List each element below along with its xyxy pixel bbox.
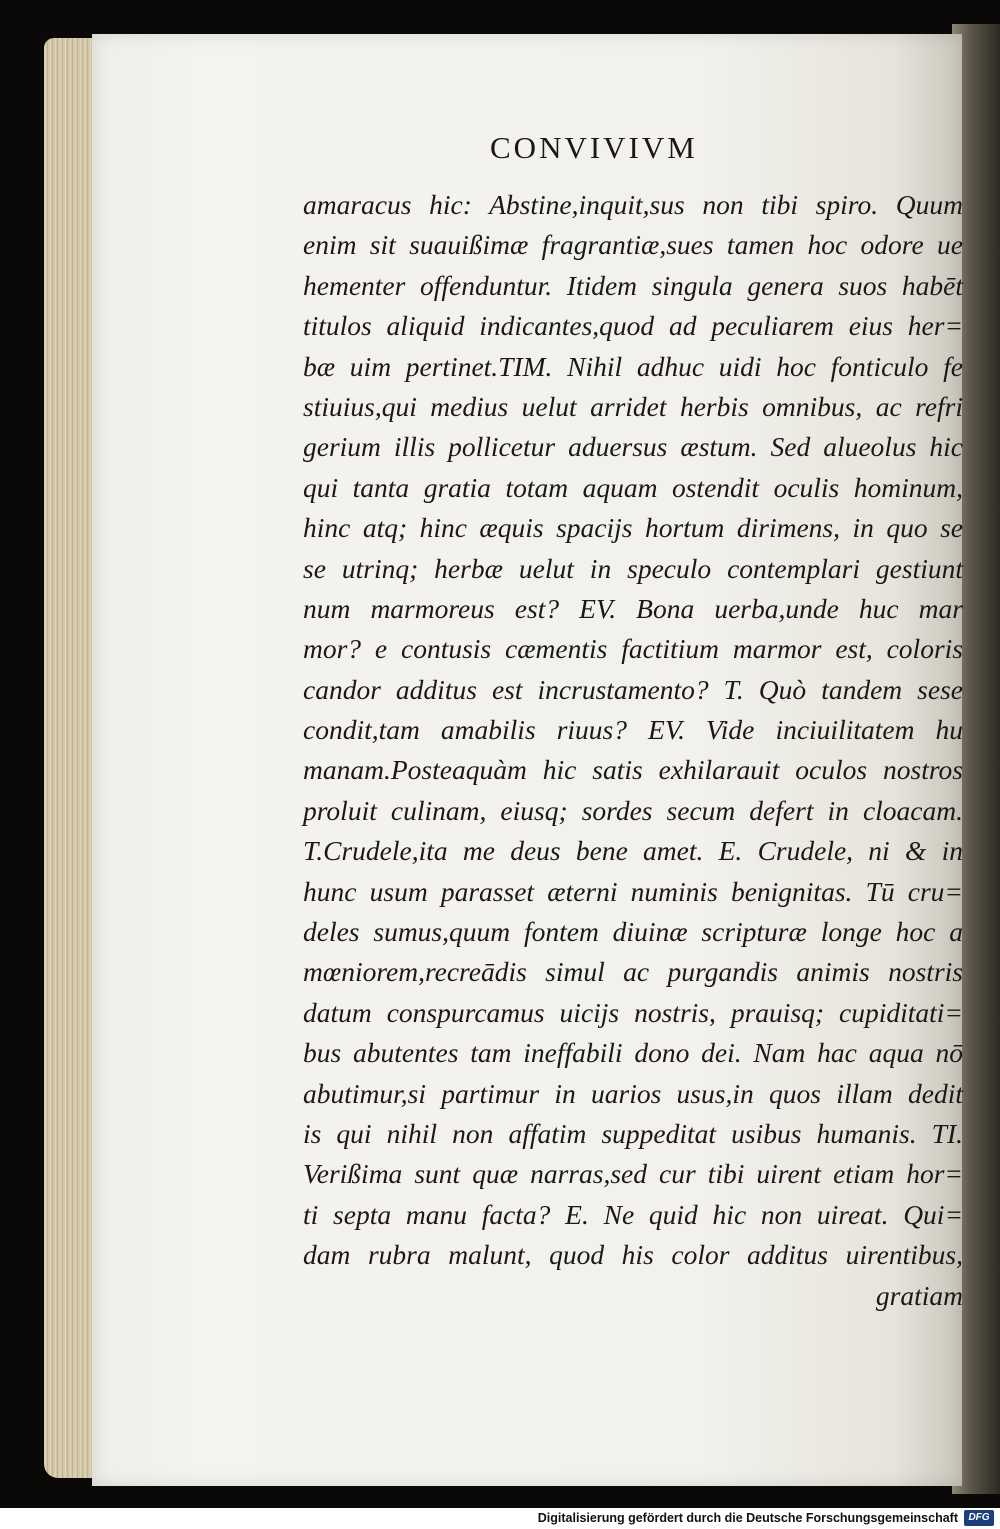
text-line: datum conspurcamus uicijs nostris, prauisq; cupiditati=	[303, 996, 963, 1028]
text-line: proluit culinam, eiusq; sordes secum defert in cloacam.	[303, 794, 963, 826]
text-line: condit,tam amabilis riuus? EV. Vide inciuilitatem hu	[303, 714, 963, 746]
text-line: gerium illis pollicetur aduersus æstum. Sed alueolus hic	[303, 431, 963, 463]
page-text-block	[303, 185, 963, 1316]
text-line: bus abutentes tam ineffabili dono dei. Nam hac aqua nō	[303, 1037, 963, 1069]
text-line: Verißima sunt quæ narras,sed cur tibi uirent etiam hor=	[303, 1158, 963, 1190]
running-head: CONVIVIVM	[490, 130, 698, 165]
text-line: candor additus est incrustamento? T. Quò tandem sese	[303, 673, 963, 705]
text-line: dam rubra malunt, quod his color additus uirentibus,	[303, 1239, 963, 1271]
book-page-edges	[44, 38, 96, 1478]
show-through-heading	[805, 132, 965, 172]
text-line: abutimur,si partimur in uarios usus,in quos illam dedit	[303, 1077, 963, 1109]
text-line: enim sit suauißimæ fragrantiæ,sues tamen hoc odore ue	[303, 229, 963, 261]
text-line: se utrinq; herbæ uelut in speculo contemplari gestiunt	[303, 552, 963, 584]
text-line: T.Crudele,ita me deus bene amet. E. Crudele, ni & in	[303, 835, 963, 867]
text-line: hunc usum parasset æterni numinis benignitas. Tū cru=	[303, 875, 963, 907]
text-line: qui tanta gratia totam aquam ostendit oculis hominum,	[303, 471, 963, 503]
text-line: stiuius,qui medius uelut arridet herbis omnibus, ac refri	[303, 390, 963, 422]
text-line: mor? e contusis cæmentis factitium marmor est, coloris	[303, 633, 963, 665]
text-line: mœniorem,recreādis simul ac purgandis animis nostris	[303, 956, 963, 988]
text-line: bæ uim pertinet.TIM. Nihil adhuc uidi hoc fonticulo fe	[303, 350, 963, 382]
text-line: deles sumus,quum fontem diuinæ scripturæ longe hoc a	[303, 916, 963, 948]
text-line: is qui nihil non affatim suppeditat usibus humanis. TI.	[303, 1117, 963, 1149]
text-line: amaracus hic: Abstine,inquit,sus non tibi spiro. Quum	[303, 189, 963, 220]
text-line: ti septa manu facta? E. Ne quid hic non uireat. Qui=	[303, 1198, 963, 1230]
funding-credit: Digitalisierung gefördert durch die Deutsche Forschungsgemeinschaft	[537, 1511, 958, 1525]
text-line: manam.Posteaquàm hic satis exhilarauit oculos nostros	[303, 754, 963, 786]
text-line: hementer offenduntur. Itidem singula genera suos habēt	[303, 269, 963, 301]
text-line: num marmoreus est? EV. Bona uerba,unde huc mar	[303, 592, 963, 624]
text-line: titulos aliquid indicantes,quod ad peculiarem eius her=	[303, 310, 963, 342]
catchword: gratiam	[875, 1279, 963, 1311]
dfg-logo: DFG	[964, 1510, 994, 1526]
text-line: hinc atq; hinc æquis spacijs hortum dirimens, in quo se	[303, 512, 963, 544]
